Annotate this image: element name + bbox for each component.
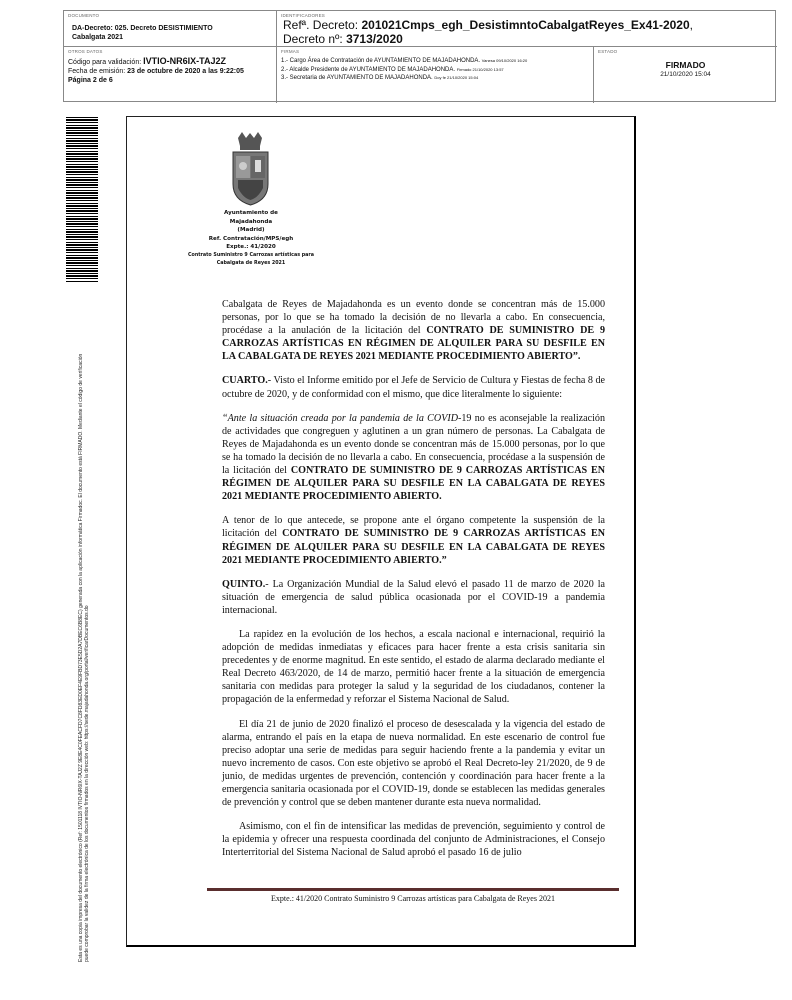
decreto-value: 3713/2020 xyxy=(346,32,403,46)
firma-text: 3.- Secretaria de AYUNTAMIENTO DE MAJADAHONDA. xyxy=(281,75,435,81)
firma-item xyxy=(281,66,589,75)
paragraph-text: Cabalgata de Reyes de Majadahonda es un evento donde se concentran más de 15.000 personas, por lo que se ha tomado la decisión de no llevarla a cabo. En consecuencia, procédase a la anulación de la licitación del xyxy=(222,299,605,337)
ref-comma: , xyxy=(689,18,693,32)
document-header xyxy=(63,10,776,102)
firmas-caption: FIRMAS xyxy=(281,49,300,54)
letterhead-line: (Madrid) xyxy=(237,227,265,233)
otros-caption: OTROS DATOS xyxy=(68,49,103,54)
paragraph-text: - Visto el Informe emitido por el Jefe de Servicio de Cultura y Fiestas de fecha 8 de octubre de 2020, y de conformidad con el mismo, que dice literalmente lo siguiente: xyxy=(222,375,605,400)
footer-rule xyxy=(207,888,619,891)
identificadores-caption: IDENTIFICADORES xyxy=(281,13,326,18)
pagina xyxy=(68,76,272,85)
firma-text: 2.- Alcalde Presidente de AYUNTAMIENTO DE MAJADAHONDA. xyxy=(281,66,457,73)
estado-cell xyxy=(594,47,777,103)
codigo-value[interactable]: IVTIO-NR6IX-TAJ2Z xyxy=(143,56,226,66)
pagina-value: Página 2 de 6 xyxy=(68,77,113,84)
letterhead-line: Cabalgata de Reyes 2021 xyxy=(216,261,286,266)
letterhead xyxy=(176,209,326,269)
ref-decreto xyxy=(281,18,773,32)
contract-title: CONTRATO DE SUMINISTRO DE 9 CARROZAS ARTÍSTICAS EN RÉGIMEN DE ALQUILER PARA SU DESFILE EN LA CABALGATA DE REYES 2021 MEDIANTE PROCEDIMIENTO ABIERTO”. xyxy=(222,325,605,363)
quote-start: “Ante la situación creada por la pandemia de la COVID xyxy=(222,412,459,424)
documento-caption: DOCUMENTO xyxy=(68,13,100,18)
section-heading: QUINTO. xyxy=(222,578,266,590)
letterhead-line: Expte.: 41/2020 xyxy=(226,244,276,250)
otros-datos xyxy=(68,57,272,85)
paragraph xyxy=(222,412,605,504)
firmas-list xyxy=(281,57,589,83)
page-footer: Expte.: 41/2020 Contrato Suministro 9 Carrozas artísticas para Cabalgata de Reyes 2021 xyxy=(271,894,555,903)
codigo-validacion xyxy=(68,57,272,67)
letterhead-line: Ayuntamiento de xyxy=(224,210,278,216)
estado-caption: ESTADO xyxy=(598,49,618,54)
identificadores-cell xyxy=(277,11,777,47)
paragraph xyxy=(222,578,605,617)
letterhead-line: Majadahonda xyxy=(229,218,273,225)
decreto-label: Decreto nº: xyxy=(283,32,347,46)
letterhead-line: Contrato Suministro 9 Carrozas artísticas para xyxy=(188,252,314,258)
document-name xyxy=(68,24,272,42)
estado-fecha: 21/10/2020 15:04 xyxy=(660,71,711,78)
ref-label: Refª. Decreto: xyxy=(283,18,362,32)
paragraph: El día 21 de junio de 2020 finalizó el proceso de desescalada y la vigencia del estado de alarma, entrando el país en la etapa de nueva normalidad. En este escenario de control fue preciso adoptar una serie de medidas para seguir haciendo frente a la pandemia y evitar un nuevo incremento de casos. Con este objetivo se aprobó el Real Decreto-ley 21/2020, de 9 de junio, de medidas urgentes de prevención, contención y coordinación para hacer frente a la emergencia sanitaria ocasionada por el COVID-19, donde se establecen las medidas generales de prevención y control que se deben mantener durante esta nueva normalidad. xyxy=(222,718,605,809)
paragraph xyxy=(222,514,605,566)
side-verification-text xyxy=(78,282,90,962)
paragraph-text: A tenor de lo que antecede, se propone ante el órgano competente la suspensión de la licitación del xyxy=(222,515,605,540)
fecha-emision xyxy=(68,67,272,76)
paragraph xyxy=(222,298,605,363)
document-body xyxy=(222,298,605,870)
firma-date: Firmado 21/10/2020 13:57 xyxy=(456,66,504,72)
document-name-line2: Cabalgata 2021 xyxy=(72,34,123,41)
decreto-number xyxy=(281,32,773,46)
estado-value: FIRMADO xyxy=(665,60,706,70)
firma-date: Vanesa 09/10/2020 16:20 xyxy=(481,58,528,63)
document-name-line1: DA-Decreto: 025. Decreto DESISTIMIENTO xyxy=(72,25,213,32)
paragraph-text: - La Organización Mundial de la Salud elevó el pasado 11 de marzo de 2020 la situación de emergencia de salud pública ocasionada por el COVID-19 a pandemia internacional. xyxy=(222,578,605,616)
firmas-cell xyxy=(277,47,594,103)
side-text-line2[interactable]: puede comprobar la validez de la firma electrónica de los documentos firmados en la dirección web: https://sede.majadahonda.org/portal/verificarDocumentos.do xyxy=(84,605,91,962)
paragraph: La rapidez en la evolución de los hechos, a escala nacional e internacional, requirió la adopción de medidas inmediatas y eficaces para hacer frente a esta crisis sanitaria sin precedentes y de enorme magnitud. En este sentido, el estado de alarma declarado mediante el Real Decreto 463/2020, de 14 de marzo, permitió hacer frente a la situación de emergencia sanitaria con medidas para proteger la salud y la seguridad de los ciudadanos, contener la propagación de la enfermedad y reforzar el Sistema Nacional de Salud. xyxy=(222,628,605,706)
side-text-line1: Esta es una copia impresa del documento electrónico (Ref: 1501118 IVTIO-NR6IX-TAJ2Z 9E8E4C0FEACFD7C8FD83ED0EF4E9FBD73E5D2A7DBEC6B8EC) generada con la aplicación informática Firmadoc. El documento está FIRMADO. Mediante el código de verificación xyxy=(78,353,84,962)
paragraph xyxy=(222,374,605,400)
fecha-label: Fecha de emisión: xyxy=(68,68,128,75)
fecha-value: 23 de octubre de 2020 a las 9:22:05 xyxy=(127,68,244,75)
paragraph: Asimismo, con el fin de intensificar las medidas de prevención, seguimiento y control de la epidemia y ofrecer una respuesta coordinada del conjunto de Administraciones, el Consejo Interterritorial del Sistema Nacional de Salud aprobó el pasado 16 de julio xyxy=(222,821,605,859)
ref-value: 201021Cmps_egh_DesistimntoCabalgatReyes_Ex41-2020 xyxy=(361,18,690,32)
firma-item xyxy=(281,57,589,66)
documento-cell xyxy=(64,11,277,47)
section-heading: CUARTO. xyxy=(222,375,268,387)
codigo-label: Código para validación: xyxy=(68,59,144,66)
firma-date: Doy fe 21/10/2020 15:04 xyxy=(434,75,479,80)
contract-title: CONTRATO DE SUMINISTRO DE 9 CARROZAS ARTÍSTICAS EN RÉGIMEN DE ALQUILER PARA SU DESFILE EN LA CABALGATA DE REYES 2021 MEDIANTE PROCEDIMIENTO ABIERTO. xyxy=(222,465,606,503)
verification-barcode xyxy=(66,117,98,282)
otros-datos-cell xyxy=(64,47,277,103)
paragraph-text: -19 no es aconsejable la realización de actividades que congreguen y aglutinen a un gran número de personas. La Cabalgata de Reyes de Majadahonda es un evento donde se concentran más de 15.000 personas, por lo que se ha tomado la decisión de no llevarla a cabo. En consecuencia, procédase a la suspensión de la licitación del xyxy=(222,412,605,477)
firma-item xyxy=(281,74,589,83)
firma-text: 1.- Cargo Área de Contratación de AYUNTAMIENTO DE MAJADAHONDA. xyxy=(281,58,482,64)
coat-of-arms-icon xyxy=(228,132,273,207)
letterhead-line: Ref. Contratación/MPS/egh xyxy=(208,235,294,242)
contract-title: CONTRATO DE SUMINISTRO DE 9 CARROZAS ARTÍSTICAS EN RÉGIMEN DE ALQUILER PARA SU DESFILE EN LA CABALGATA DE REYES 2021 MEDIANTE PROCEDIMIENTO ABIERTO.” xyxy=(222,528,606,566)
